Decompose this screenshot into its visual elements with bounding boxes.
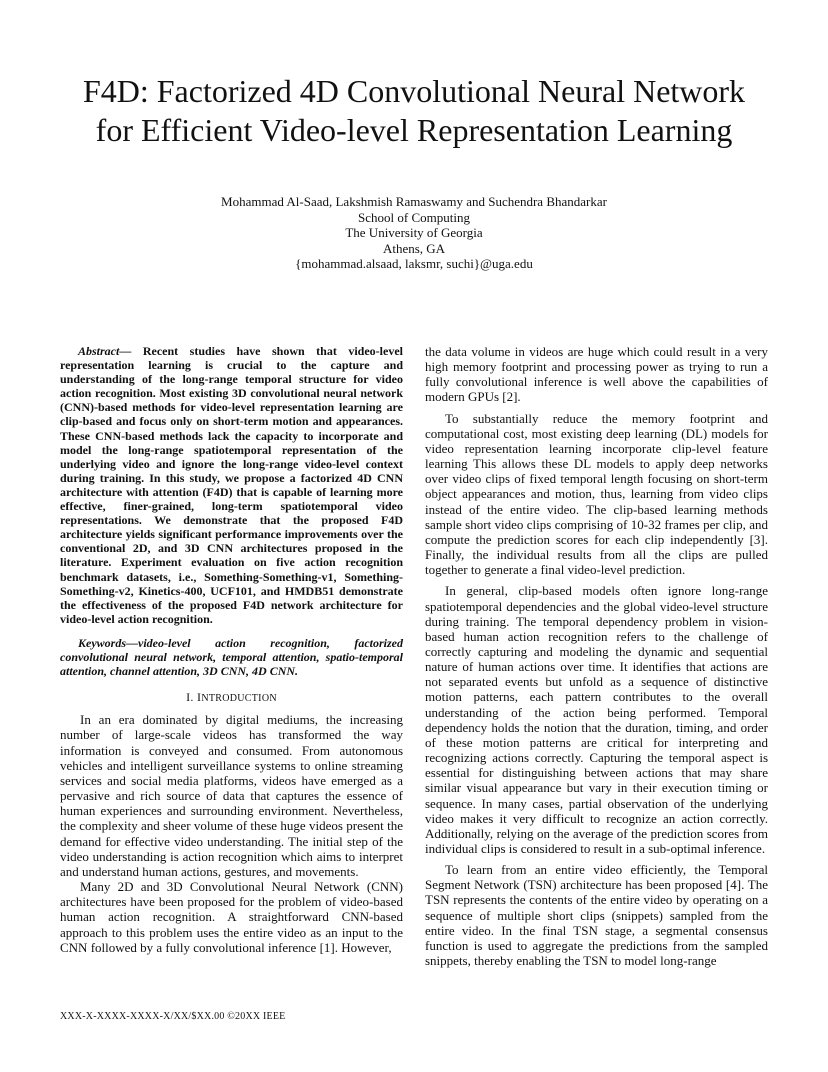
intro-paragraph-5: To learn from an entire video efficiently, the Temporal Segment Network (TSN) architecture has been proposed [4]. The TSN represents the contents of the entire video by operating on a sequence of multiple short clips (snippets) sampled from the entire video. In the final TSN stage, a segmental consensus function is used to aggregate the predictions from the sampled snippets, thereby enabling the TSN to model long-range [425,862,768,969]
abstract-text: Recent studies have shown that video-level representation learning is crucial to the capture and understanding of the long-range temporal structure for video action recognition. Most existing 3D convolutional neural network (CNN)-based methods for video-level representation learning are clip-based and focus only on short-term motion and appearances. These CNN-based methods lack the capacity to incorporate and model the long-range spatiotemporal representation of the underlying video and ignore the long-range video-level context during training. In this study, we propose a factorized 4D CNN architecture with attention (F4D) that is capable of learning more effective, finer-grained, long-term spatiotemporal video representations. We demonstrate that the proposed F4D architecture yields significant performance improvements over the conventional 2D, and 3D CNN architectures proposed in the literature. Experiment evaluation on five action recognition benchmark datasets, i.e., Something-Something-v1, Something-Something-v2, Kinetics-400, UCF101, and HMDB51 demonstrate the effectiveness of the proposed F4D network architecture for video-level action recognition. [60,344,403,626]
title-line-1: F4D: Factorized 4D Convolutional Neural Network [82,73,746,109]
right-column [425,344,768,968]
intro-paragraph-3: To substantially reduce the memory footprint and computational cost, most existing deep learning (DL) models for video representation learning incorporate clip-level feature learning This allows these DL models to apply deep networks over video clips of fixed temporal length focusing on short-term object appearances and motion, thus, learning from video clips instead of the entire video. The clip-based learning methods sample short video clips comprising of 10-32 frames per clip, and compute the prediction scores for each clip independently [3]. Finally, the individual results from all the clips are pulled together to generate a final video-level prediction. [425,410,768,578]
section-heading-introduction [60,690,403,706]
abstract-label: Abstract— [78,344,132,358]
intro-paragraph-1: In an era dominated by digital mediums, the increasing number of large-scale videos has transformed the way information is conveyed and consumed. From autonomous vehicles and intelligent surveillance systems to online streaming services and social media platforms, videos have emerged as a pervasive and rich source of data that captures the essence of human experiences and surrounding environment. Nevertheless, the complexity and sheer volume of these huge videos present the demand for effective video understanding. The initial step of the video understanding is action recognition which aims to interpret and understand human actions, gestures, and movements. [60,712,403,879]
author-emails: {mohammad.alsaad, laksmr, suchi}@uga.edu [295,256,533,272]
author-location: Athens, GA [382,240,446,256]
author-department: School of Computing [358,209,470,225]
intro-paragraph-2-continued: the data volume in videos are huge which could result in a very high memory footprint and processing power as trying to run a fully convolutional inference is well above the capabilities of modern GPUs [2]. [425,344,768,405]
author-names: Mohammad Al-Saad, Lakshmish Ramaswamy and Suchendra Bhandarkar [221,194,607,209]
author-block [114,194,714,272]
title-line-2: for Efficient Video-level Representation Learning [95,112,733,148]
paper-title [40,72,788,150]
keywords: Keywords—video-level action recognition, factorized convolutional neural network, temporal attention, spatio-temporal attention, channel attention, 3D CNN, 4D CNN. [60,635,403,679]
left-column [60,344,403,955]
intro-paragraph-2: Many 2D and 3D Convolutional Neural Network (CNN) architectures have been proposed for the problem of video-based human action recognition. A straightforward CNN-based approach to this problem uses the entire video as an input to the CNN followed by a fully convolutional inference [1]. However, [60,879,403,955]
intro-paragraph-4: In general, clip-based models often ignore long-range spatiotemporal dependencies and the global video-level structure during training. The temporal dependency problem in vision-based human action recognition refers to the challenge of correctly capturing and modeling the dynamic and sequential nature of human actions over time. It identifies that actions are not separated events but unfold as a sequence of distinctive motion patterns, each pattern contributes to the overall understanding of the action being performed. Temporal dependency holds the notion that the duration, timing, and order of these motion patterns are critical for interpreting and recognizing actions correctly. Capturing the temporal aspect is essential for distinguishing between actions that may share similar visual appearance but vary in their execution timing or sequence. In many cases, partial observation of the underlying video makes it very difficult to recognize an action correctly. Additionally, relying on the average of the prediction scores from individual clips is considered to result in a sub-optimal inference. [425,583,768,856]
author-university: The University of Georgia [345,225,483,241]
section-numeral: I. [186,690,194,705]
copyright-footer: XXX-X-XXXX-XXXX-X/XX/$XX.00 ©20XX IEEE [60,1011,286,1022]
abstract [60,344,403,626]
section-initial: I [197,690,202,705]
section-title-rest: NTRODUCTION [201,693,277,705]
